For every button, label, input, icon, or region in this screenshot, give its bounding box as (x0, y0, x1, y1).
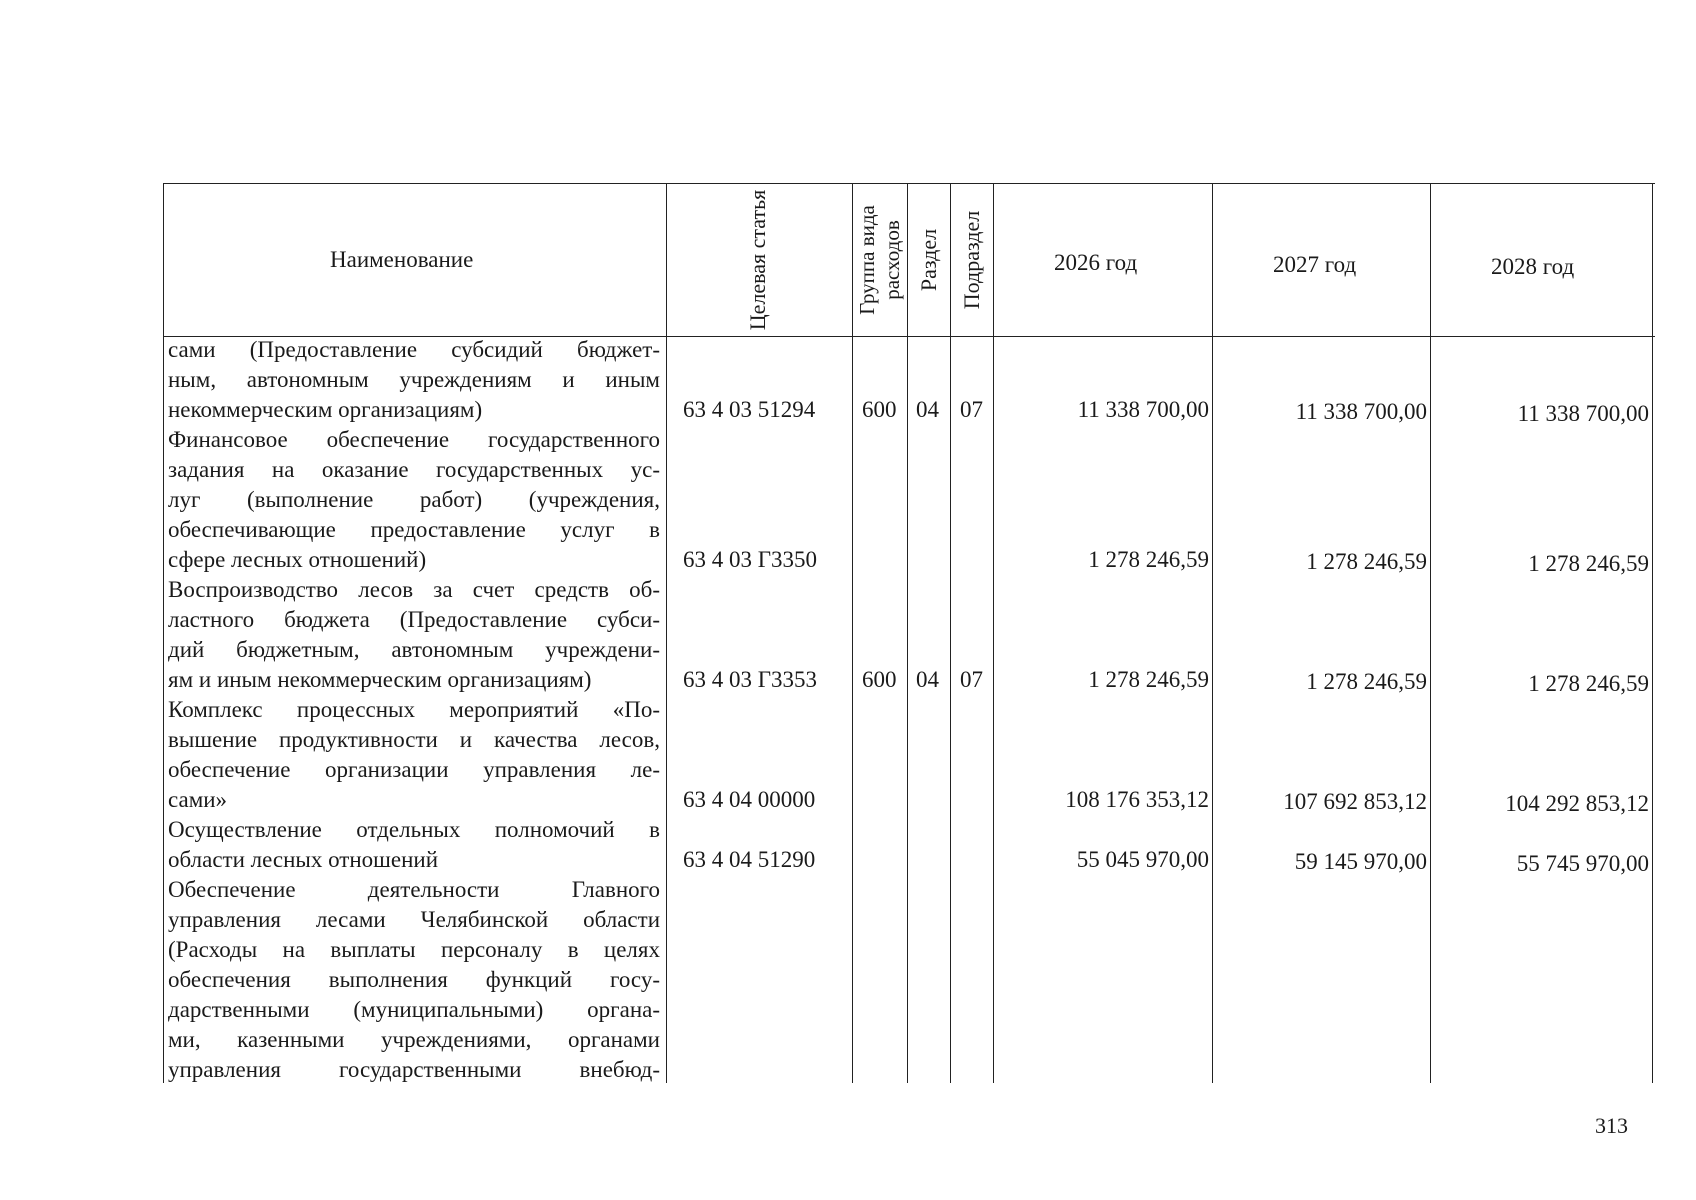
amount-2026: 11 338 700,00 (1077, 397, 1209, 422)
col-divider-group (852, 183, 853, 1083)
name-line: некоммерческим организациям) (168, 397, 483, 422)
article-cell: 63 4 03 Г3353 (683, 667, 818, 692)
name-line: ми, казенными учреждениями, органами (168, 1027, 660, 1052)
article-cell: 63 4 04 51290 (683, 847, 816, 872)
header-subsection: Подраздел (959, 210, 984, 310)
amount-2026: 55 045 970,00 (1076, 847, 1209, 872)
header-name: Наименование (330, 247, 474, 272)
name-line: Осуществление отдельных полномочий в (168, 817, 660, 842)
table-right-border (1652, 183, 1653, 1083)
name-line: сфере лесных отношений) (168, 547, 427, 572)
name-line: управления лесами Челябинской области (168, 907, 660, 932)
header-2028: 2028 год (1491, 254, 1575, 279)
name-line: (Расходы на выплаты персоналу в целях (168, 937, 660, 962)
name-line: обеспечение организации управления ле- (168, 757, 660, 782)
subsection-cell: 07 (960, 397, 983, 422)
col-divider-2026 (993, 183, 994, 1083)
name-line: обеспечивающие предоставление услуг в (168, 517, 660, 542)
name-line: ям и иным некоммерческим организациям) (168, 667, 592, 692)
amount-2027: 59 145 970,00 (1294, 849, 1427, 874)
table-left-border (163, 183, 164, 1083)
header-expense-group: Группа вида расходов (855, 205, 904, 315)
amount-2027: 107 692 853,12 (1283, 789, 1427, 814)
col-divider-2027 (1212, 183, 1213, 1083)
name-line: области лесных отношений (168, 847, 439, 872)
amount-2028: 55 745 970,00 (1516, 851, 1649, 876)
amount-2026: 108 176 353,12 (1065, 787, 1209, 812)
name-line: дий бюджетным, автономным учреждени- (168, 637, 660, 662)
article-cell: 63 4 03 51294 (683, 397, 816, 422)
amount-2027: 1 278 246,59 (1306, 669, 1427, 694)
section-cell: 04 (916, 397, 939, 422)
name-line: Финансовое обеспечение государственного (168, 427, 660, 452)
article-cell: 63 4 04 00000 (683, 787, 816, 812)
name-line: дарственными (муниципальными) органа- (168, 997, 660, 1022)
col-divider-subsection (950, 183, 951, 1083)
header-2027: 2027 год (1273, 252, 1357, 277)
section-cell: 04 (916, 667, 939, 692)
header-section: Раздел (916, 228, 941, 292)
col-divider-article (666, 183, 667, 1083)
article-cell: 63 4 03 Г3350 (683, 547, 818, 572)
name-line: задания на оказание государственных ус- (168, 457, 660, 482)
col-divider-section (907, 183, 908, 1083)
name-line: ластного бюджета (Предоставление субси- (168, 607, 660, 632)
col-divider-2028 (1430, 183, 1431, 1083)
group-cell: 600 (862, 667, 897, 692)
name-line: сами» (168, 787, 228, 812)
name-line: Комплекс процессных мероприятий «По- (168, 697, 660, 722)
name-line: обеспечения выполнения функций госу- (168, 967, 660, 992)
name-line: сами (Предоставление субсидий бюджет- (168, 337, 660, 362)
table-top-border (163, 183, 1655, 184)
subsection-cell: 07 (960, 667, 983, 692)
amount-2028: 11 338 700,00 (1517, 401, 1649, 426)
name-line: ным, автономным учреждениям и иным (168, 367, 660, 392)
amount-2027: 11 338 700,00 (1295, 399, 1427, 424)
amount-2026: 1 278 246,59 (1088, 667, 1209, 692)
group-cell: 600 (862, 397, 897, 422)
name-line: Обеспечение деятельности Главного (168, 877, 660, 902)
name-line: луг (выполнение работ) (учреждения, (168, 487, 660, 512)
amount-2028: 1 278 246,59 (1528, 671, 1649, 696)
name-line: управления государственными внебюд- (168, 1057, 660, 1082)
header-2026: 2026 год (1054, 250, 1138, 275)
header-target-article: Целевая статья (745, 189, 770, 331)
amount-2026: 1 278 246,59 (1088, 547, 1209, 572)
name-line: Воспроизводство лесов за счет средств об- (168, 577, 660, 602)
amount-2028: 1 278 246,59 (1528, 551, 1649, 576)
name-line: вышение продуктивности и качества лесов, (168, 727, 660, 752)
page-number: 313 (1595, 1113, 1628, 1138)
amount-2028: 104 292 853,12 (1505, 791, 1649, 816)
amount-2027: 1 278 246,59 (1306, 549, 1427, 574)
